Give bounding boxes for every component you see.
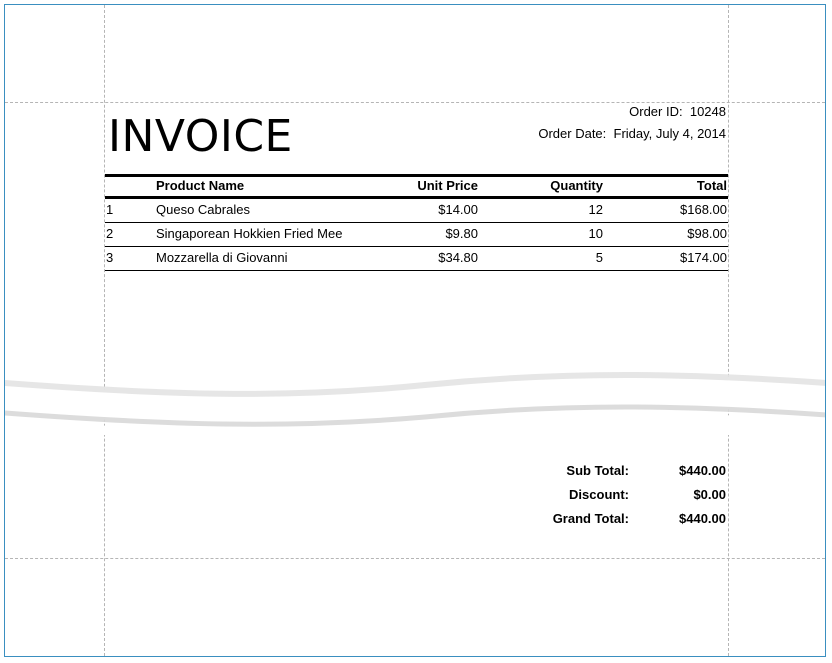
grand-total-label: Grand Total: <box>552 511 629 526</box>
table-row <box>105 247 728 271</box>
top-margin-guide <box>5 102 825 103</box>
product-name: Mozzarella di Giovanni <box>156 250 288 265</box>
order-id-value: 10248 <box>689 104 726 119</box>
unit-price: $14.00 <box>438 202 478 217</box>
report-page <box>4 4 826 657</box>
page-break-wave <box>5 365 826 435</box>
row-number: 1 <box>106 202 114 217</box>
header-quantity: Quantity <box>550 178 603 193</box>
row-number: 2 <box>106 226 114 241</box>
table-row <box>105 199 728 223</box>
quantity: 5 <box>595 250 603 265</box>
bottom-margin-guide <box>5 558 825 559</box>
order-date <box>538 126 726 142</box>
subtotal-label: Sub Total: <box>566 463 629 478</box>
invoice-title: INVOICE <box>108 111 293 162</box>
quantity: 10 <box>588 226 603 241</box>
order-date-label: Order Date: <box>538 126 607 141</box>
order-id <box>629 104 726 120</box>
header-product-name: Product Name <box>156 178 245 193</box>
line-total: $174.00 <box>680 250 727 265</box>
line-total: $168.00 <box>680 202 727 217</box>
line-total: $98.00 <box>687 226 727 241</box>
order-date-value: Friday, July 4, 2014 <box>613 126 726 141</box>
subtotal-value: $440.00 <box>679 463 726 478</box>
quantity: 12 <box>588 202 603 217</box>
header-total: Total <box>696 178 727 193</box>
grand-total-value: $440.00 <box>679 511 726 526</box>
order-id-label: Order ID: <box>629 104 683 119</box>
discount-label: Discount: <box>569 487 629 502</box>
unit-price: $34.80 <box>438 250 478 265</box>
table-row <box>105 223 728 247</box>
header-unit-price: Unit Price <box>417 178 478 193</box>
line-items-table <box>105 174 728 271</box>
product-name: Queso Cabrales <box>156 202 250 217</box>
row-number: 3 <box>106 250 114 265</box>
unit-price: $9.80 <box>445 226 478 241</box>
discount-value: $0.00 <box>693 487 726 502</box>
product-name: Singaporean Hokkien Fried Mee <box>156 226 343 241</box>
table-header <box>105 174 728 199</box>
